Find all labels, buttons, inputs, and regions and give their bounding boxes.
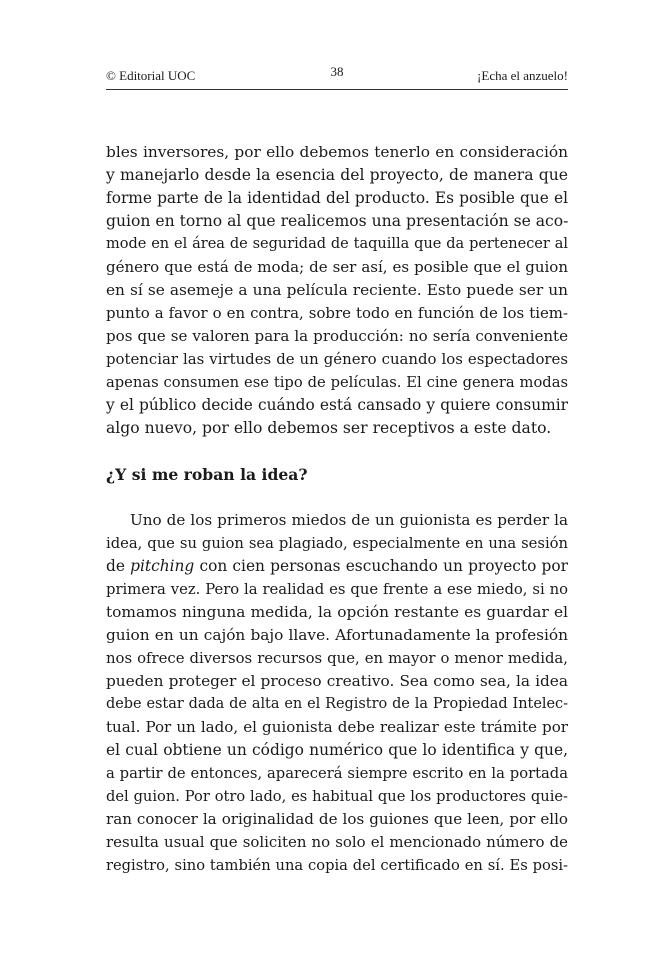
text-line: mode en el área de seguridad de taquilla que da pertenecer al xyxy=(106,236,568,252)
page-header xyxy=(106,64,568,88)
text-line: primera vez. Pero la realidad es que frente a ese miedo, si no xyxy=(106,581,568,598)
book-title: ¡Echa el anzuelo! xyxy=(477,68,568,83)
text-line: tual. Por un lado, el guionista debe realizar este trámite por xyxy=(106,718,568,736)
spacer xyxy=(106,440,568,463)
text-line: potenciar las virtudes de un género cuando los espectadores xyxy=(106,350,568,368)
text-line: guion en torno al que realicemos una presentación se aco- xyxy=(106,212,569,230)
section-heading: ¿Y si me roban la idea? xyxy=(106,465,308,484)
publisher-label: © Editorial UOC xyxy=(106,68,196,83)
text-line: bles inversores, por ello debemos tenerlo en consideración xyxy=(106,143,568,161)
text-line: nos ofrece diversos recursos que, en mayor o menor medida, xyxy=(106,650,568,667)
text-line: pos que se valoren para la producción: no sería conveniente xyxy=(106,327,568,345)
text-line: forme parte de la identidad del producto. Es posible que el xyxy=(106,189,568,207)
page-body xyxy=(106,141,568,877)
text-line: Uno de los primeros miedos de un guionista es perder la xyxy=(130,511,568,529)
text-line: resulta usual que soliciten no solo el mencionado número de xyxy=(106,833,568,851)
text-line: idea, que su guion sea plagiado, especialmente en una sesión xyxy=(106,535,568,552)
text-line: apenas consumen ese tipo de películas. El cine genera modas xyxy=(106,374,568,391)
text-line: punto a favor o en contra, sobre todo en función de los tiem- xyxy=(106,304,568,322)
text-line: a partir de entonces, aparecerá siempre escrito en la portada xyxy=(106,765,568,782)
text-line: registro, sino también una copia del certificado en sí. Es posi- xyxy=(106,857,568,874)
text-segment: de xyxy=(106,557,131,575)
text-line: tomamos ninguna medida, la opción restante es guardar el xyxy=(106,603,568,621)
text-line: género que está de moda; de ser así, es posible que el guion xyxy=(106,258,568,276)
spacer xyxy=(106,486,568,509)
text-line: y el público decide cuándo está cansado y quiere consumir xyxy=(106,396,568,414)
header-rule xyxy=(106,89,568,90)
text-line: debe estar dada de alta en el Registro de la Propiedad Intelec- xyxy=(106,696,568,712)
text-line: ran conocer la originalidad de los guiones que leen, por ello xyxy=(106,810,568,828)
text-line: pueden proteger el proceso creativo. Sea como sea, la idea xyxy=(106,672,568,690)
text-segment: con cien personas escuchando un proyecto por xyxy=(194,557,568,575)
text-line: el cual obtiene un código numérico que lo identifica y que, xyxy=(106,741,568,759)
text-line: y manejarlo desde la esencia del proyecto, de manera que xyxy=(106,166,568,184)
page-number: 38 xyxy=(330,64,344,79)
text-line: guion en un cajón bajo llave. Afortunadamente la profesión xyxy=(106,626,568,644)
text-line: en sí se asemeje a una película reciente. Esto puede ser un xyxy=(106,281,568,299)
text-line-with-emphasis xyxy=(106,555,568,578)
paragraph-1 xyxy=(106,141,568,440)
text-line: algo nuevo, por ello debemos ser receptivos a este dato. xyxy=(106,419,552,437)
emphasis-term: pitching xyxy=(130,557,195,575)
paragraph-2 xyxy=(106,509,568,877)
text-line: del guion. Por otro lado, es habitual que los productores quie- xyxy=(106,788,568,805)
